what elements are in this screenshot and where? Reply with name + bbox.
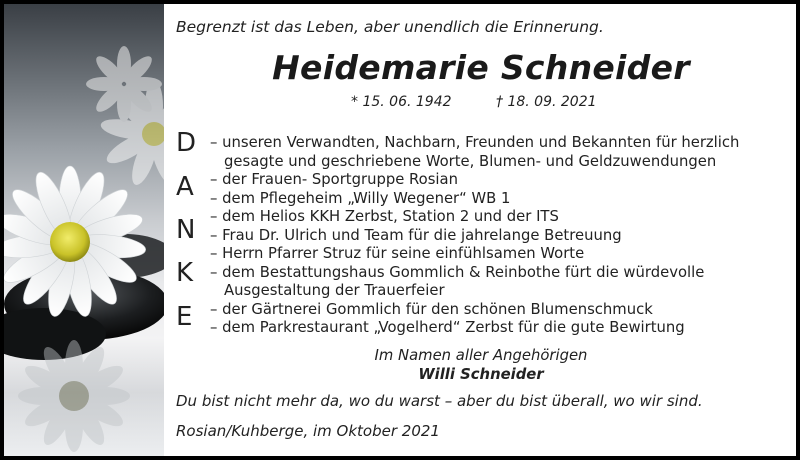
thanks-list <box>210 134 786 338</box>
danke-letter: K <box>176 258 194 288</box>
thanks-continuation: Ausgestaltung der Trauerfeier <box>224 282 445 299</box>
thanks-item <box>210 227 786 246</box>
thanks-line: – Frau Dr. Ulrich und Team für die jahrelange Betreuung <box>210 226 622 244</box>
danke-letter: E <box>176 302 193 332</box>
danke-letter: D <box>176 128 197 158</box>
thanks-line: – dem Parkrestaurant „Vogelherd“ Zerbst für die gute Bewirtung <box>210 319 685 336</box>
signature-block <box>176 346 786 384</box>
thanks-continuation: gesagte und geschriebene Worte, Blumen- und Geldzuwendungen <box>224 152 717 170</box>
thanks-line: – dem Pflegeheim „Willy Wegener“ WB 1 <box>210 189 511 207</box>
obituary-text <box>176 4 786 456</box>
thanks-item <box>210 134 786 171</box>
signature-intro: Im Namen aller Angehörigen <box>374 347 588 364</box>
daisy-illustration <box>4 4 164 456</box>
closing-quote: Du bist nicht mehr da, wo du warst – aber du bist überall, wo wir sind. <box>176 392 703 410</box>
daisy-on-stones-photo <box>4 4 164 456</box>
thanks-item <box>210 301 786 320</box>
opening-quote: Begrenzt ist das Leben, aber unendlich die Erinnerung. <box>176 18 604 36</box>
thanks-item <box>210 245 786 264</box>
thanks-line: – Herrn Pfarrer Struz für seine einfühlsamen Worte <box>210 245 585 262</box>
thanks-item <box>210 264 786 301</box>
birth-date: * 15. 06. 1942 <box>351 94 452 110</box>
obituary-card <box>4 4 796 456</box>
thanks-item <box>210 319 786 338</box>
thanks-line: – dem Bestattungshaus Gommlich & Reinbothe fürt die würdevolle <box>210 263 705 281</box>
deceased-name: Heidemarie Schneider <box>272 48 690 87</box>
thanks-item <box>210 171 786 190</box>
place-and-date: Rosian/Kuhberge, im Oktober 2021 <box>176 422 440 440</box>
death-date: † 18. 09. 2021 <box>496 94 597 110</box>
thanks-line: – der Frauen- Sportgruppe Rosian <box>210 171 458 188</box>
signer-name: Willi Schneider <box>418 366 544 383</box>
thanks-line: – unseren Verwandten, Nachbarn, Freunden und Bekannten für herzlich <box>210 134 740 151</box>
thanks-item <box>210 208 786 227</box>
thanks-line: – der Gärtnerei Gommlich für den schönen Blumenschmuck <box>210 300 653 318</box>
thanks-item <box>210 190 786 209</box>
thanks-line: – dem Helios KKH Zerbst, Station 2 und der ITS <box>210 208 559 225</box>
danke-letter: N <box>176 215 196 245</box>
danke-letter: A <box>176 172 194 202</box>
